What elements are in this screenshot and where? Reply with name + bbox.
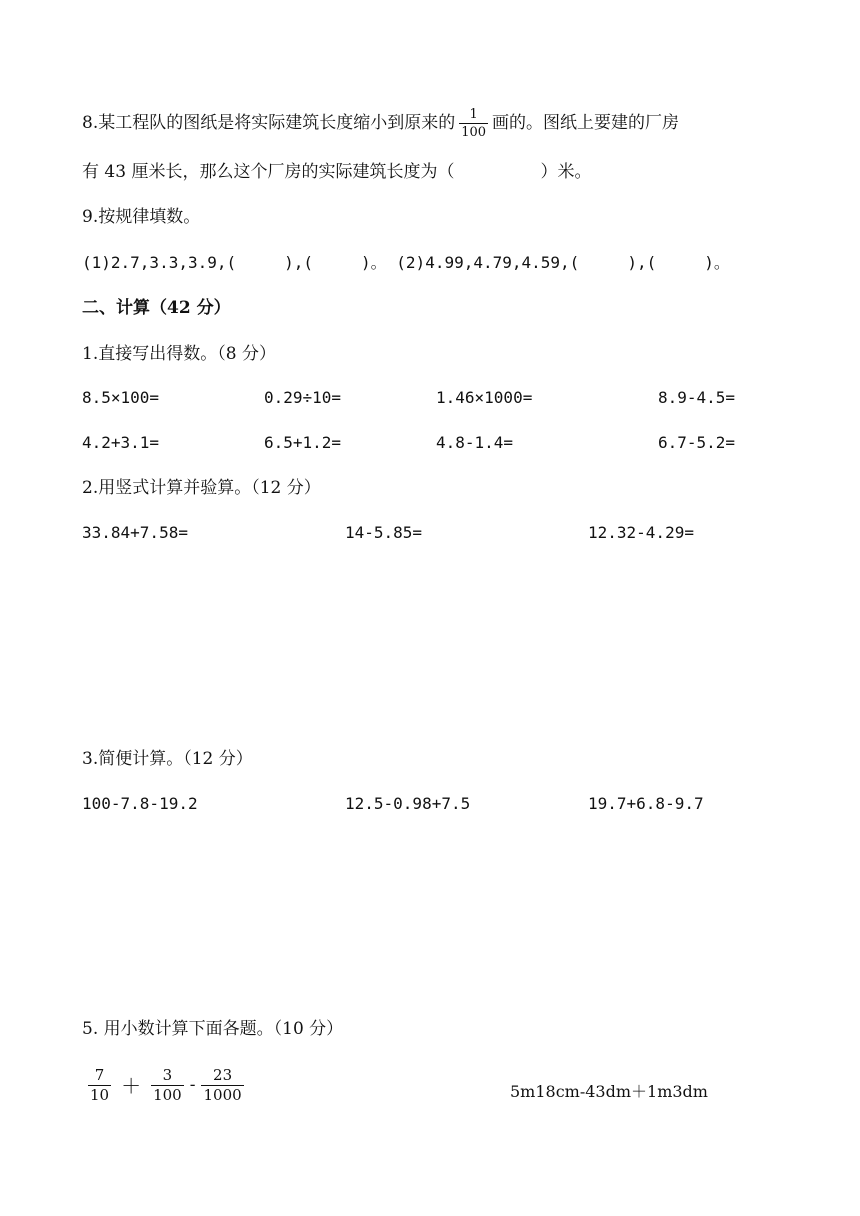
vertical-calc-1: 33.84+7.58= [82, 523, 188, 542]
fraction-numerator: 7 [94, 1066, 105, 1084]
calc-2-1: 4.2+3.1= [82, 433, 160, 452]
question-9-sequences: (1)2.7,3.3,3.9,( ),( )。 (2)4.99,4.79,4.59,( ),( )。 [82, 253, 730, 272]
fraction-denominator: 1000 [203, 1086, 242, 1104]
part-5-title: 5. 用小数计算下面各题。（10 分） [82, 1019, 344, 1039]
question-8-text-after-blank: ）米。 [540, 162, 592, 182]
part-2-title: 2.用竖式计算并验算。（12 分） [82, 478, 321, 498]
calc-1-4: 8.9-4.5= [658, 388, 736, 407]
fraction-expression [84, 1068, 248, 1103]
simplified-calc-2: 12.5-0.98+7.5 [345, 794, 471, 813]
vertical-calc-2: 14-5.85= [345, 523, 423, 542]
simplified-calc-3: 19.7+6.8-9.7 [588, 794, 704, 813]
calc-2-3: 4.8-1.4= [436, 433, 514, 452]
calc-1-2: 0.29÷10= [264, 388, 342, 407]
question-8-text-before-blank: 有 43 厘米长，那么这个厂房的实际建筑长度为（ [82, 162, 455, 182]
calc-1-1: 8.5×100= [82, 388, 160, 407]
question-8-text-before-fraction: 8.某工程队的图纸是将实际建筑长度缩小到原来的 [82, 113, 456, 133]
question-8-text-after-fraction: 画的。图纸上要建的厂房 [492, 113, 680, 133]
fraction-three-hundredths [151, 1068, 184, 1103]
question-8-line-2 [82, 160, 591, 184]
fraction-numerator: 1 [469, 107, 478, 122]
fraction-numerator: 23 [213, 1066, 233, 1084]
fraction-denominator: 100 [153, 1086, 182, 1104]
fraction-denominator: 10 [90, 1086, 110, 1104]
calc-2-2: 6.5+1.2= [264, 433, 342, 452]
part-1-title: 1.直接写出得数。（8 分） [82, 344, 276, 364]
part-3-title: 3.简便计算。（12 分） [82, 749, 253, 769]
simplified-calc-1: 100-7.8-19.2 [82, 794, 198, 813]
calc-2-4: 6.7-5.2= [658, 433, 736, 452]
section-2-heading: 二、计算（42 分） [82, 298, 231, 318]
fraction-twenty-three-thousandths [201, 1068, 243, 1103]
question-8-line-1 [82, 108, 679, 139]
plus-sign: ＋ [121, 1073, 142, 1098]
fraction-numerator: 3 [162, 1066, 173, 1084]
fraction-denominator: 100 [461, 125, 487, 140]
vertical-calc-3: 12.32-4.29= [588, 523, 694, 542]
calc-1-3: 1.46×1000= [436, 388, 533, 407]
fraction-one-hundredth [459, 108, 488, 139]
unit-expression: 5m18cm-43dm＋1m3dm [510, 1082, 708, 1101]
minus-sign: - [189, 1075, 196, 1095]
fraction-seven-tenths [88, 1068, 111, 1103]
question-9-title: 9.按规律填数。 [82, 207, 201, 227]
